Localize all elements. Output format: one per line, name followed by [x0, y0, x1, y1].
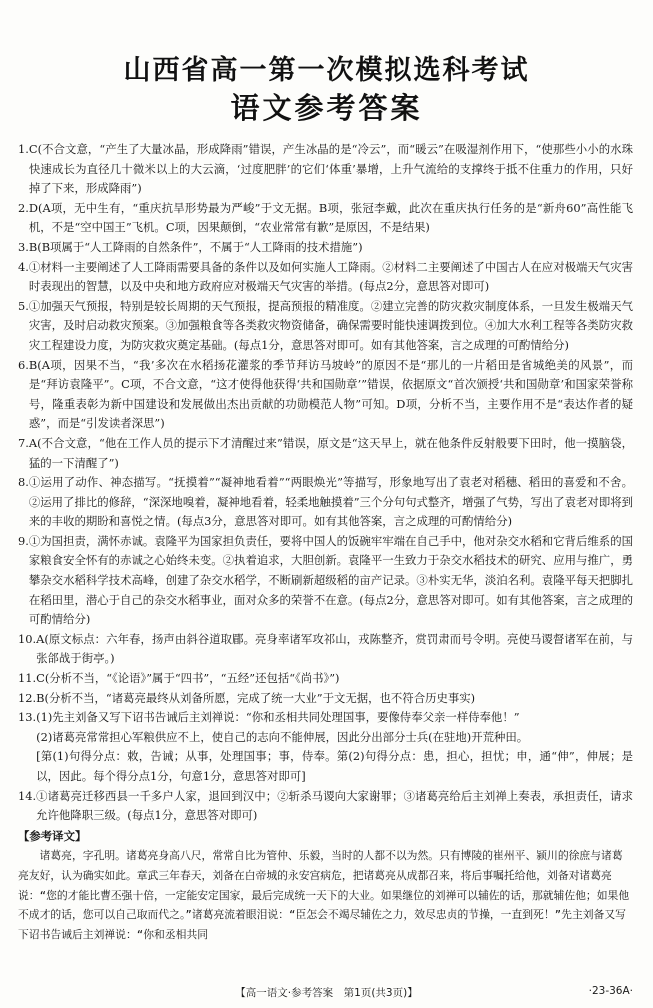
answer-body — [18, 140, 633, 944]
answer-item: 3. B(B项属于“人工降雨的自然条件”，不属于“人工降雨的技术措施”) — [18, 239, 363, 254]
answer-item: 7. A(不合文意，“他在工作人员的提示下才清醒过来”错误，原文是“这天早上，就在他条件反射般要下田时，他一摸脑袋，猛的一下清醒了”) — [18, 435, 633, 470]
answer-item: 4. ①材料一主要阐述了人工降雨需要具备的条件以及如何实施人工降雨。②材料二主要阐述了中国古人在应对极端天气灾害时表现出的智慧，以及中央和地方政府应对极端天气灾害的举措。(每点2分，意思答对即可) — [18, 259, 633, 294]
footer-page-label: 【高一语文·参考答案 第1页(共3页)】 — [235, 987, 418, 999]
exam-title: 山西省高一第一次模拟选科考试 — [123, 55, 530, 86]
translation-paragraph: 诸葛亮，字孔明。诸葛亮身高八尺，常常自比为管仲、乐毅，当时的人都不以为然。只有博陵的崔州平、颍川的徐庶与诸葛亮友好，认为确实如此。章武三年春天，刘备在白帝城的永安宫病危，把诸葛亮从成都召来，将后事嘱托给他，刘备对诸葛亮说：“您的才能比曹丕强十倍，一定能安定国家，最后完成统一天下的大业。如果继位的刘禅可以辅佐的话，那就辅佐他；如果他不成才的话，您可以自己取而代之。”诸葛亮流着眼泪说：“臣怎会不竭尽辅佐之力，效尽忠贞的节操，一直到死！”先主刘备又写下诏书告诫后主刘禅说：“你和丞相共同 — [18, 849, 630, 941]
answer-item: 13. (1)先主刘备又写下诏书告诫后主刘禅说：“你和丞相共同处理国事，要像侍奉父亲一样侍奉他！” — [18, 710, 520, 725]
answer-item: 1. C(不合文意，“产生了大量冰晶，形成降雨”错误，产生冰晶的是“冷云”，而“暖云”在吸湿剂作用下，“使那些小小的水珠快速成长为直径几十微米以上的大云滴，‘过度肥胖’的它们‘体重’暴增，上升气流给的支撑终于抵不住重力的作用，只好掉了下来，形成降雨”) — [18, 142, 633, 196]
answer-item: 11. C(分析不当，“《论语》”属于“四书”，“五经”还包括“《尚书》”) — [18, 671, 340, 686]
answer-item: 10. A(原文标点：六年春，扬声由斜谷道取郿。亮身率诸军攻祁山，戎陈整齐，赏罚肃而号令明。亮使马谡督诸军在前，与张郃战于街亭。) — [18, 631, 633, 666]
answer-item: 8. ①运用了动作、神态描写。“抚摸着”“凝神地看着”“两眼焕光”等描写，形象地写出了袁老对稻穗、稻田的喜爱和不舍。②运用了排比的修辞，“深深地嗅着，凝神地看着，轻柔地触摸着”三个分句句式整齐，增强了气势，写出了袁老对即将到来的丰收的期盼和喜悦之情。(每点3分，意思答对即可。如有其他答案，言之成理的可酌情给分) — [18, 475, 633, 529]
answer-item: 6. B(A项，因果不当，“我’多次在水稻扬花灌浆的季节拜访马坡岭”的原因不是“那儿的一片稻田是省城绝美的风景”，而是“拜访袁隆平”。C项，不合文意，“这才使得他获得‘共和国勋章’”错误，依据原文“首次颁授‘共和国勋章’和国家荣誉称号，隆重表彰为新中国建设和发展做出杰出贡献的功勋模范人物”可知。D项，分析不当，主要作用不是“表达作者的疑惑”，而是“引发读者深思”) — [18, 357, 633, 431]
scoring-note: [第(1)句得分点：敕，告诫；从事，处理国事；事，侍奉。第(2)句得分点：患，担心，担忧；申，通“伸”，伸展；是以，因此。每个得分点1分，句意1分，意思答对即可] — [36, 749, 633, 783]
footer-code: ·23-36A· — [588, 985, 633, 997]
answer-key-title: 语文参考答案 — [230, 91, 423, 125]
answer-item: 5. ①加强天气预报，特别是较长周期的天气预报，提高预报的精准度。②建立完善的防灾救灾制度体系，一旦发生极端天气灾害，及时启动救灾预案。③加强粮食等各类救灾物资储备，确保需要时能快速调拨到位。④加大水利工程等各类防灾救灾工程建设力度，为防灾救灾奠定基础。(每点1分，意思答对即可。如有其他答案，言之成理的可酌情给分) — [18, 298, 633, 352]
answer-item: 9. ①为国担责，满怀赤诚。袁隆平为国家担负责任，要将中国人的饭碗牢牢端在自己手中，他对杂交水稻和它背后维系的国家粮食安全怀有的赤诚之心始终未变。②执着追求，大胆创新。袁隆平一生致力于杂交水稻技术的研究、应用与推广，勇攀杂交水稻科学技术高峰，创建了杂交水稻学，不断刷新超级稻的亩产记录。③朴实无华，淡泊名利。袁隆平每天把脚扎在稻田里，潜心于自己的杂交水稻事业，面对众多的荣誉不在意。(每点2分，意思答对即可。如有其他答案，言之成理的可酌情给分) — [18, 533, 633, 627]
answer-item: 2. D(A项，无中生有，“重庆抗旱形势最为严峻”于文无据。B项，张冠李戴，此次在重庆执行任务的是“新舟60”高性能飞机，不是“空中国王”飞机。C项，因果颠倒，“农业常常有歉”是原因，不是结果) — [18, 200, 633, 235]
answer-item: 12. B(分析不当，“诸葛亮最终从刘备所愿，完成了统一大业”于文无据，也不符合历史事实) — [18, 690, 476, 705]
answer-item-cont: (2)诸葛亮常常担心军粮供应不上，使自己的志向不能伸展，因此分出部分士兵(在驻地)开荒种田。 — [36, 729, 529, 744]
answer-item: 14. ①诸葛亮迁移西县一千多户人家，退回到汉中；②斩杀马谡向大家谢罪；③诸葛亮给后主刘禅上奏表，承担责任，请求允许他降职三级。(每点1分，意思答对即可) — [18, 788, 633, 823]
reference-heading: 【参考译文】 — [18, 828, 87, 843]
reference-translation — [18, 846, 633, 944]
